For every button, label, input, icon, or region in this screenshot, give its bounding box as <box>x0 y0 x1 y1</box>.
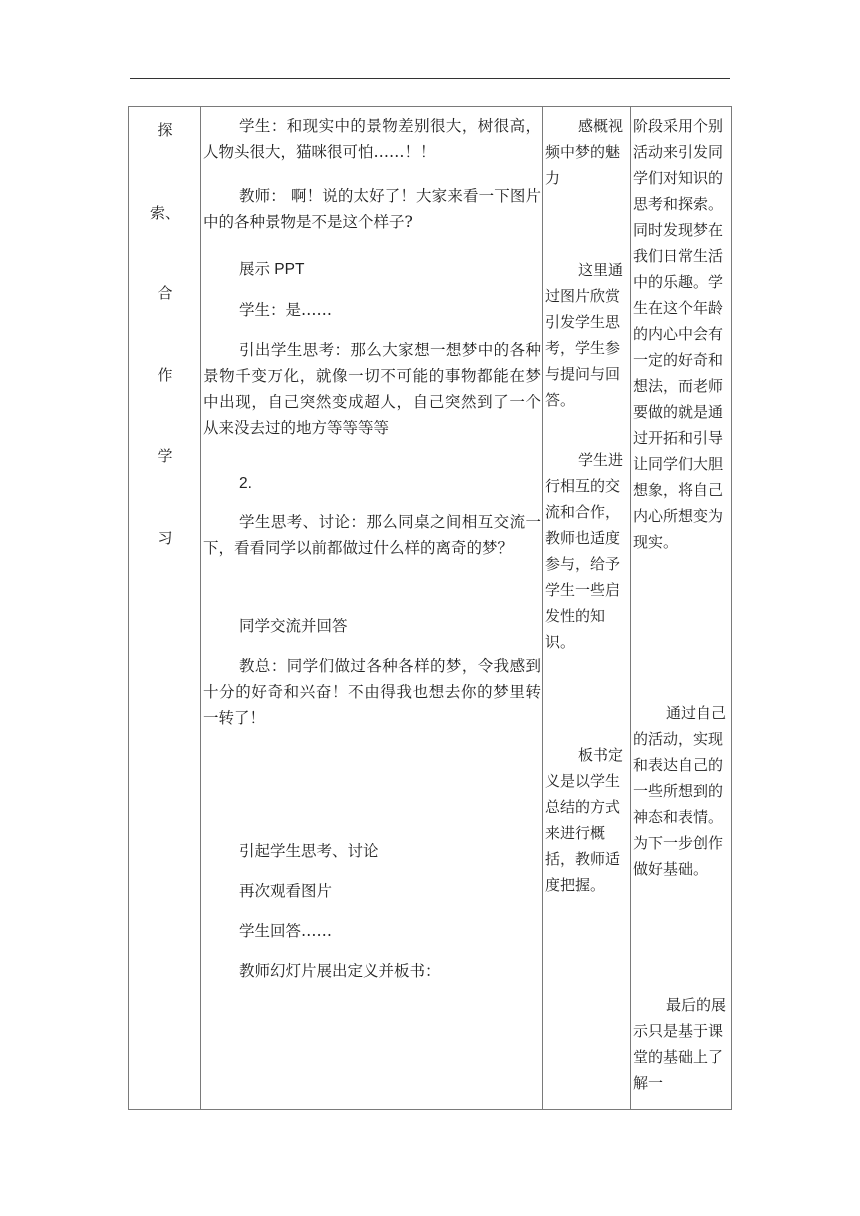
teaching-paragraph: 再次观看图片 <box>239 882 333 900</box>
lesson-table <box>128 106 732 1110</box>
stage-char: 作 <box>157 366 173 384</box>
teaching-paragraph: 教师： 啊！说的太好了！大家来看一下图片中的各种景物是不是这个样子? <box>203 187 541 231</box>
notes-paragraph: 阶段采用个别活动来引发同学们对知识的思考和探索。同时发现梦在我们日常生活中的乐趣。学生在这个年龄的内心中会有一定的好奇和想法，而老师要做的就是通过开拓和引导让同学们大胆想象，将自己内心所想变为现实。 <box>633 117 724 551</box>
stage-char: 索、 <box>149 204 180 222</box>
intent-paragraph: 学生进行相互的交流和合作，教师也适度参与，给予学生一些启发性的知识。 <box>545 451 624 651</box>
design-intent-column <box>543 107 631 1109</box>
header-rule <box>130 78 730 79</box>
stage-char: 习 <box>157 529 173 547</box>
intent-paragraph: 感概视频中梦的魅力 <box>545 117 624 187</box>
teaching-paragraph: 教总：同学们做过各种各样的梦，令我感到十分的好奇和兴奋！不由得我也想去你的梦里转一转了！ <box>203 657 541 727</box>
stage-char: 学 <box>157 447 173 465</box>
teaching-paragraph: 学生：是…… <box>239 301 333 319</box>
teaching-paragraph: 2. <box>239 475 252 492</box>
teaching-paragraph: 引起学生思考、讨论 <box>239 842 379 860</box>
intent-paragraph: 板书定义是以学生总结的方式来进行概括，教师适度把握。 <box>545 746 624 894</box>
teaching-paragraph: 展示 PPT <box>239 261 305 278</box>
teaching-process-column <box>201 107 543 1109</box>
teaching-paragraph: 教师幻灯片展出定义并板书： <box>239 962 441 980</box>
teaching-paragraph: 学生回答…… <box>239 922 333 940</box>
stage-char: 合 <box>157 284 173 302</box>
notes-paragraph: 最后的展示只是基于课堂的基础上了解一 <box>633 996 727 1092</box>
intent-paragraph: 这里通过图片欣赏引发学生思考，学生参与提问与回答。 <box>545 261 624 409</box>
notes-paragraph: 通过自己的活动，实现和表达自己的一些所想到的神态和表情。为下一步创作做好基础。 <box>633 704 727 878</box>
stage-column <box>129 107 201 1109</box>
stage-char: 探 <box>157 121 173 139</box>
teaching-paragraph: 同学交流并回答 <box>239 617 348 635</box>
teaching-paragraph: 引出学生思考：那么大家想一想梦中的各种景物千变万化，就像一切不可能的事物都能在梦中出现，自己突然变成超人，自己突然到了一个从来没去过的地方等等等等 <box>203 341 541 437</box>
teaching-paragraph: 学生思考、讨论：那么同桌之间相互交流一下，看看同学以前都做过什么样的离奇的梦？ <box>203 513 541 557</box>
teaching-paragraph: 学生：和现实中的景物差别很大，树很高，人物头很大，猫咪很可怕……！！ <box>203 117 541 161</box>
notes-column <box>631 107 731 1109</box>
